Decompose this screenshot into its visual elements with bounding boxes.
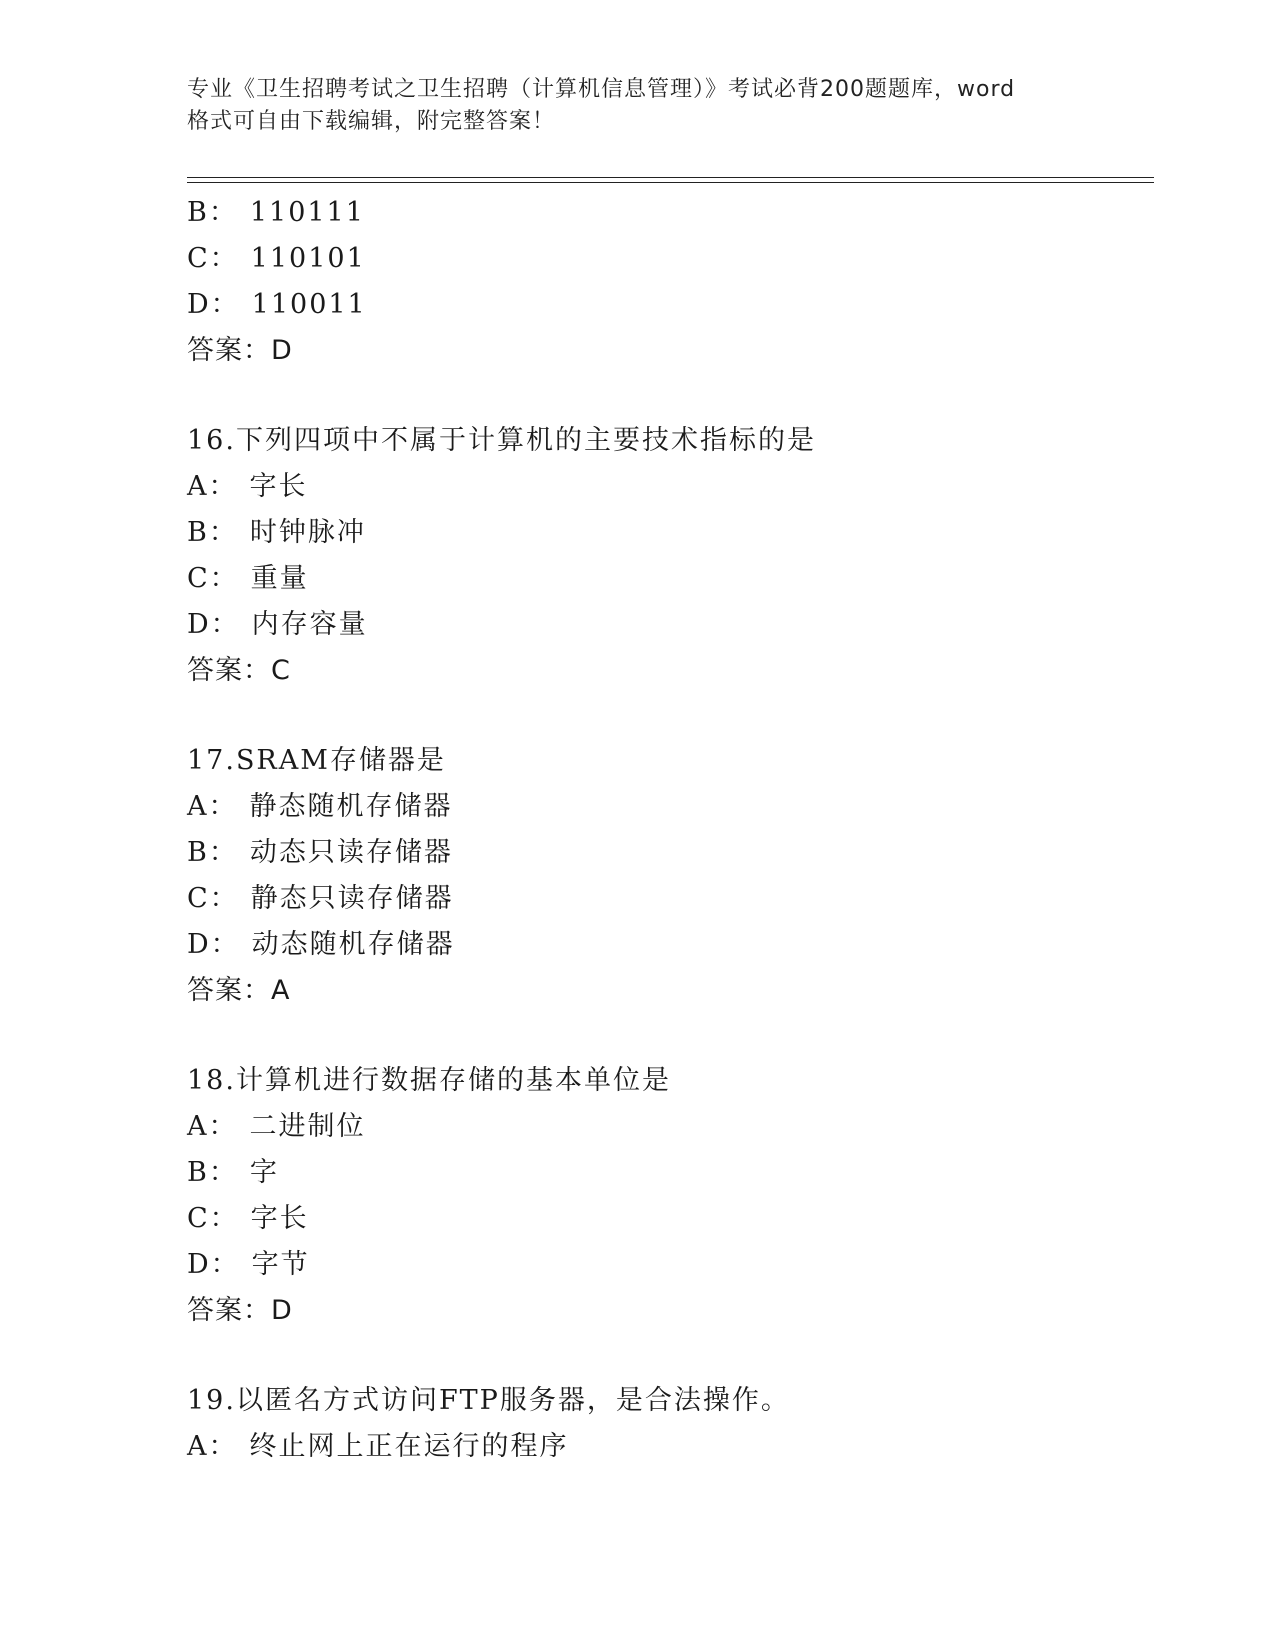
header-title-line-1: 专业《卫生招聘考试之卫生招聘（计算机信息管理）》考试必背200题题库，word — [187, 77, 1016, 102]
option-c: C： 字长 — [187, 1203, 309, 1234]
option-d: D： 动态随机存储器 — [187, 929, 455, 960]
header-title-line-2: 格式可自由下载编辑，附完整答案！ — [187, 109, 556, 134]
option-d: D： 110011 — [187, 289, 367, 320]
option-b: B： 110111 — [187, 197, 365, 228]
question-stem: 18.计算机进行数据存储的基本单位是 — [187, 1065, 671, 1096]
header-divider-top — [187, 177, 1154, 178]
question-stem: 19.以匿名方式访问FTP服务器，是合法操作。 — [187, 1385, 790, 1416]
option-b: B： 字 — [187, 1157, 279, 1188]
option-d: D： 字节 — [187, 1249, 310, 1280]
document-header — [187, 74, 1087, 138]
question-block-18 — [187, 1058, 1147, 1334]
question-stem: 17.SRAM存储器是 — [187, 745, 446, 776]
option-c: C： 重量 — [187, 563, 309, 594]
question-block-17 — [187, 738, 1147, 1014]
question-block-continued — [187, 190, 1147, 374]
answer-line: 答案：C — [187, 655, 291, 686]
option-c: C： 静态只读存储器 — [187, 883, 454, 914]
option-b: B： 时钟脉冲 — [187, 517, 366, 548]
header-divider-bottom — [187, 182, 1154, 183]
question-block-16 — [187, 418, 1147, 694]
answer-line: 答案：D — [187, 335, 293, 366]
option-a: A： 字长 — [187, 471, 308, 502]
question-block-19 — [187, 1378, 1147, 1470]
option-a: A： 静态随机存储器 — [187, 791, 453, 822]
option-b: B： 动态只读存储器 — [187, 837, 453, 868]
option-c: C： 110101 — [187, 243, 366, 274]
option-a: A： 二进制位 — [187, 1111, 366, 1142]
option-a: A： 终止网上正在运行的程序 — [187, 1431, 569, 1462]
answer-line: 答案：A — [187, 975, 291, 1006]
question-stem: 16.下列四项中不属于计算机的主要技术指标的是 — [187, 425, 816, 456]
question-list — [187, 190, 1147, 1470]
option-d: D： 内存容量 — [187, 609, 368, 640]
answer-line: 答案：D — [187, 1295, 293, 1326]
